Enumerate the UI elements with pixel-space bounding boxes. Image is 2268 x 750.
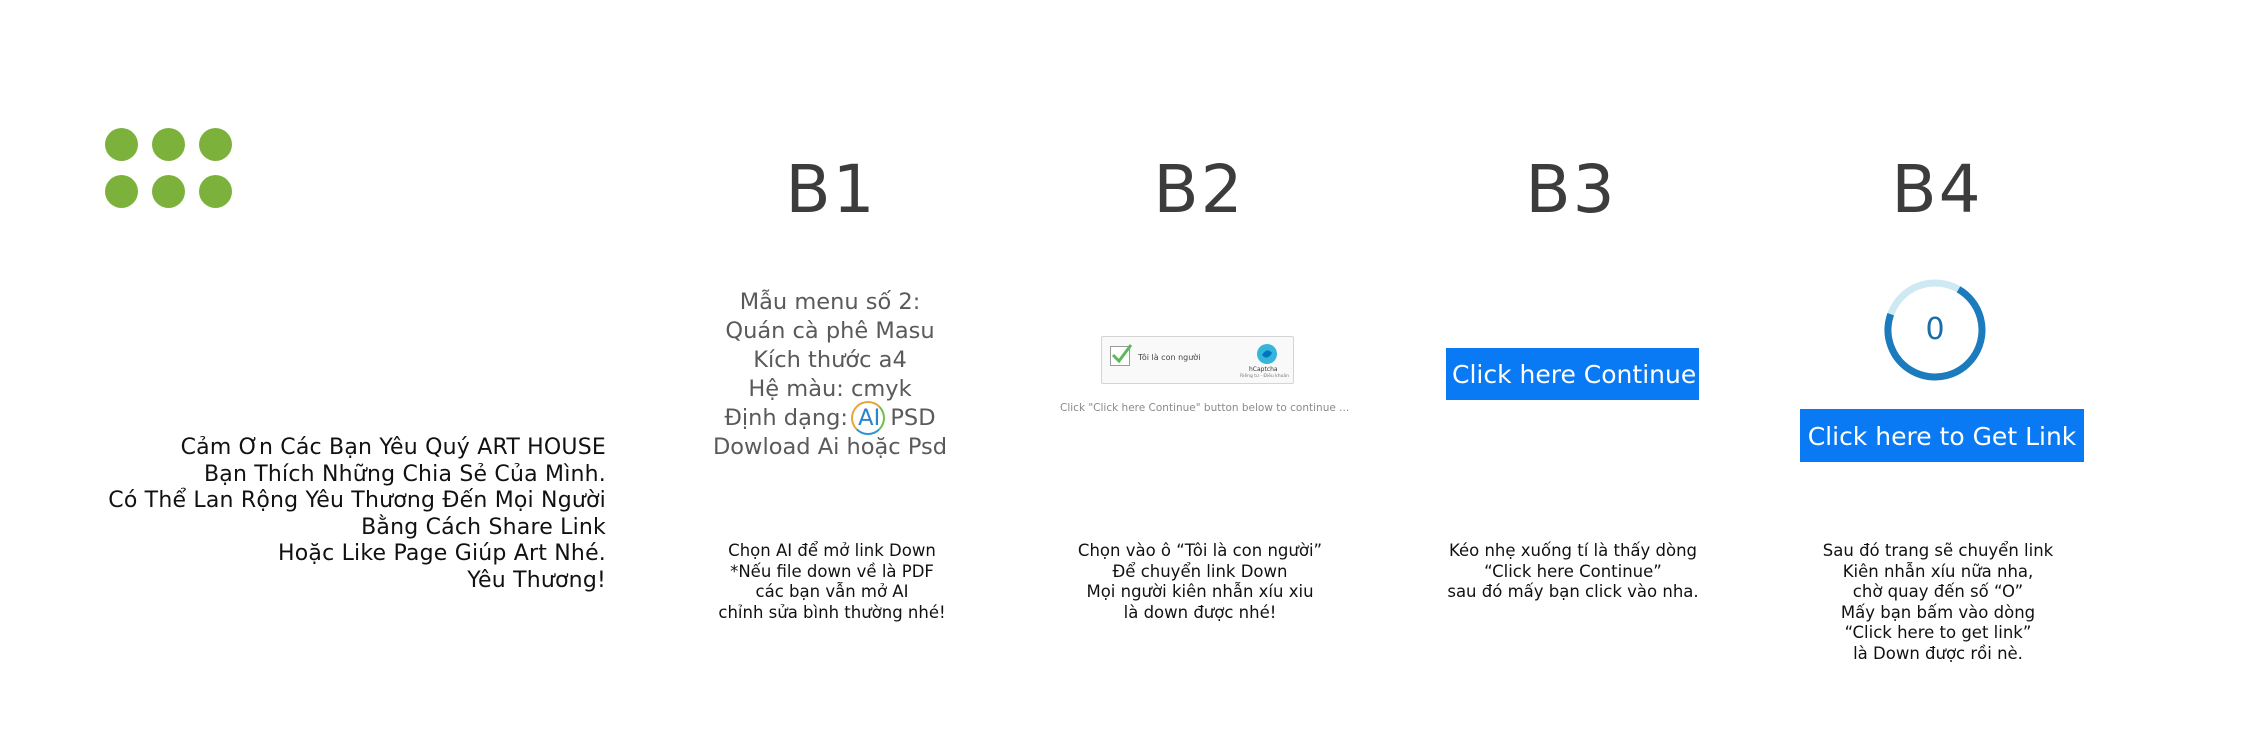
captcha-brand: hCaptcha — [1249, 366, 1278, 373]
click-here-continue-button[interactable]: Click here Continue — [1446, 348, 1699, 400]
countdown-timer — [1883, 278, 1987, 382]
step-b4-title: B4 — [1891, 151, 1983, 228]
menu-format-line — [660, 404, 1000, 433]
thanks-line: Cảm Ơn Các Bạn Yêu Quý ART HOUSE — [180, 435, 606, 460]
desc-line: sau đó mấy bạn click vào nha. — [1447, 582, 1699, 601]
menu-line: Hệ màu: cmyk — [748, 376, 912, 402]
dot-icon — [152, 128, 185, 161]
menu-info — [660, 288, 1000, 462]
dot-icon — [199, 128, 232, 161]
thanks-line: Yêu Thương! — [467, 567, 606, 593]
thanks-line: Có Thể Lan Rộng Yêu Thương Đến Mọi Người — [108, 488, 606, 513]
step-b3-desc — [1403, 541, 1743, 603]
click-here-get-link-button[interactable]: Click here to Get Link — [1800, 409, 2084, 462]
desc-line: Sau đó trang sẽ chuyển link — [1822, 541, 2054, 560]
desc-line: Để chuyển link Down — [1112, 561, 1288, 581]
dot-icon — [105, 175, 138, 208]
step-b3-title: B3 — [1525, 151, 1617, 228]
step-b1-title: B1 — [785, 151, 877, 228]
desc-line: Chọn vào ô “Tôi là con người” — [1077, 541, 1323, 560]
thanks-message — [0, 435, 606, 594]
captcha-checkbox[interactable] — [1110, 346, 1130, 366]
captcha-terms-link[interactable]: Riêng tư - Điều khoản — [1240, 374, 1289, 379]
step-b4-desc — [1768, 541, 2108, 664]
desc-line: Chọn AI để mở link Down — [728, 541, 936, 560]
desc-line: là Down được rồi nè. — [1853, 643, 2023, 663]
menu-line: Quán cà phê Masu — [725, 318, 935, 344]
desc-line: chỉnh sửa bình thường nhé! — [718, 602, 946, 622]
thanks-line: Bạn Thích Những Chia Sẻ Của Mình. — [203, 461, 606, 487]
step-b1-desc — [662, 541, 1002, 623]
captcha-hint: Click "Click here Continue" button below to continue ... — [1060, 402, 1350, 414]
menu-line: Mẫu menu số 2: — [739, 289, 921, 315]
desc-line: Mọi người kiên nhẫn xíu xiu — [1086, 582, 1314, 601]
countdown-value: 0 — [1925, 312, 1945, 347]
desc-line: Mấy bạn bấm vào dòng — [1840, 602, 2036, 622]
dot-icon — [199, 175, 232, 208]
thanks-line: Hoặc Like Page Giúp Art Nhé. — [278, 541, 606, 566]
checkmark-icon — [1109, 341, 1133, 365]
captcha-label: Tôi là con người — [1138, 353, 1201, 362]
captcha-widget — [1101, 336, 1294, 384]
desc-line: *Nếu file down về là PDF — [730, 561, 934, 581]
step-b2-title: B2 — [1153, 151, 1245, 228]
menu-line: Kích thước a4 — [753, 347, 907, 373]
desc-line: “Click here to get link” — [1844, 623, 2032, 642]
desc-line: Kiên nhẫn xíu nữa nha, — [1842, 561, 2034, 581]
dot-icon — [152, 175, 185, 208]
dots-logo-icon — [105, 128, 233, 208]
desc-line: các bạn vẫn mở AI — [755, 582, 909, 601]
hcaptcha-logo-icon — [1256, 343, 1278, 365]
dot-icon — [105, 128, 138, 161]
thanks-line: Bằng Cách Share Link — [361, 514, 606, 540]
desc-line: “Click here Continue” — [1484, 561, 1662, 581]
format-psd-option[interactable]: PSD — [883, 405, 936, 431]
menu-line: Dowload Ai hoặc Psd — [712, 434, 948, 460]
format-ai-label: AI — [858, 405, 881, 431]
desc-line: chờ quay đến số “O” — [1852, 582, 2024, 601]
format-label: Định dạng: — [724, 405, 856, 431]
step-b2-desc — [1030, 541, 1370, 623]
desc-line: là down được nhé! — [1123, 602, 1277, 622]
desc-line: Kéo nhẹ xuống tí là thấy dòng — [1448, 541, 1698, 560]
format-ai-option[interactable] — [855, 404, 883, 433]
